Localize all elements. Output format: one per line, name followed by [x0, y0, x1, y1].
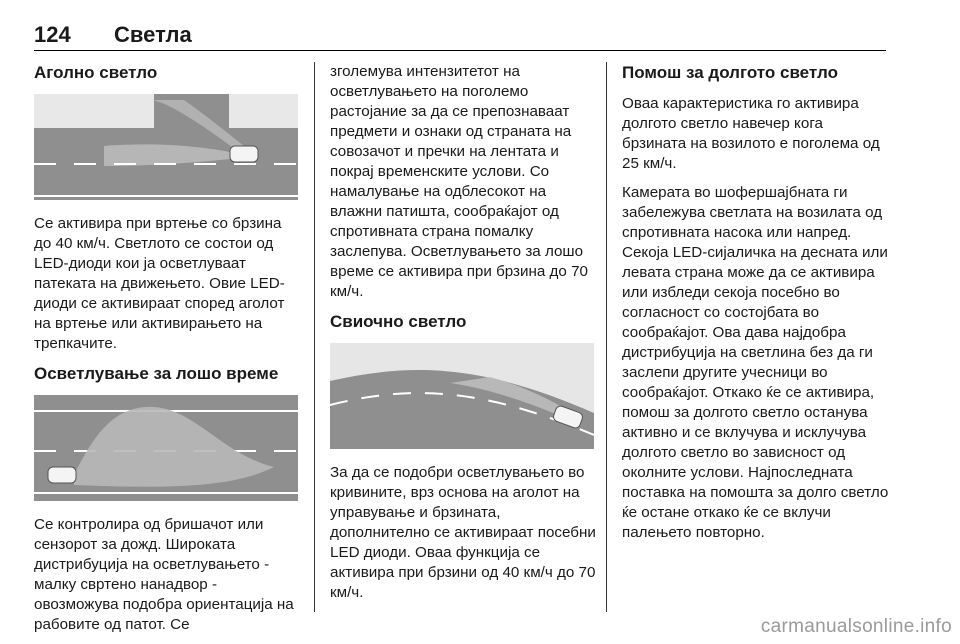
column-2: [330, 62, 596, 612]
page-number: 124: [34, 22, 71, 47]
section-heading-curve-light: Свиочно светло: [330, 312, 467, 331]
paragraph-bad-weather-light: Се контролира од бришачот или сензорот за дожд. Широката дистрибуција на осветлувањето - малку свртено нанадвор - овозможува подобра ориентација на рабовите од патот. Се: [34, 516, 294, 633]
column-1: [34, 62, 298, 644]
car-cornering-light-illustration: [34, 94, 298, 200]
section-heading-bad-weather-light: Осветлување за лошо време: [34, 364, 279, 383]
page-title: Светла: [114, 22, 192, 47]
paragraph-bad-weather-continued: зголемува интензитетот на осветлувањето на поголемо растојание за да се препознаваат предмети и ознаки од страната на совозачот и пречки на лентата и покрај временските услови. Со намалување на одблесокот на влажни патишта, сообраќајот од спротивната страна помалку заслепува. Осветлувањето за лошо време се активира при брзина до 70 км/ч.: [330, 63, 588, 300]
paragraph-curve-light: За да се подобри осветлувањето во кривините, врз основа на аголот на управување и брзината, дополнително се активираат посебни LED диоди. Оваа функција се активира при брзини од 40 км/ч до 70 км/ч.: [330, 464, 596, 601]
section-heading-cornering-light: Аголно светло: [34, 63, 158, 82]
watermark: carmanualsonline.info: [760, 616, 952, 637]
car-bad-weather-light-illustration: [34, 395, 298, 501]
column-divider-2: [606, 62, 607, 612]
paragraph-high-beam-assist-1: Оваа карактеристика го активира долгото светло навечер кога брзината на возилото е поголема од 25 км/ч.: [622, 95, 880, 172]
column-3: [622, 62, 890, 552]
paragraph-high-beam-assist-2: Камерата во шофершајбната ги забележува светлата на возилата од спротивната насока или напред. Секоја LED-сијаличка на десната или левата страна може да се активира или избледи секоја посебно во согласност со состојбата во сообраќајот. Ова дава најдобра дистрибуција на светлина без да ги заслепи другите учесници во сообраќајот. Откако ќе се активира, помош за долгото светло останува активно и се вклучува и исклучува долгото светло во зависност од околните услови. Најпоследната поставка на помошта за долго светло ќе остане откако ќе се вклучи палењето повторно.: [622, 184, 889, 541]
car-curve-light-illustration: [330, 343, 594, 449]
section-heading-high-beam-assist: Помош за долгото светло: [622, 63, 838, 82]
paragraph-cornering-light: Се активира при вртење со брзина до 40 км/ч. Светлото се состои од LED-диоди кои ја осветлуваат патеката на движењето. Овие LED-диоди се активираат според аголот на вртење или активирањето на трепкачите.: [34, 215, 285, 352]
page-header: [34, 16, 886, 51]
column-divider-1: [314, 62, 315, 612]
